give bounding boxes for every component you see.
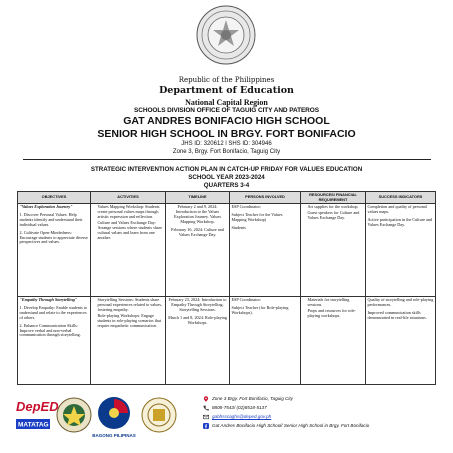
- school-name-line1: GAT ANDRES BONIFACIO HIGH SCHOOL: [123, 115, 330, 127]
- indicators-cell: [366, 204, 436, 297]
- division-seal-icon: [57, 398, 91, 432]
- footer-email[interactable]: [203, 413, 443, 421]
- matatag-logo-text: MATATAG: [18, 421, 49, 429]
- objective-item: 1. Discover Personal Values: Help students identify and understand their individual values.: [19, 211, 83, 227]
- objectives-cell: [18, 297, 91, 385]
- plan-title: STRATEGIC INTERVENTION ACTION PLAN IN CATCH-UP FRIDAY FOR VALUES EDUCATION: [90, 166, 363, 173]
- deped-seal-logo: [196, 5, 256, 65]
- timeline-item: February 16, 2024: Culture and Values Exchange Day.: [171, 226, 224, 237]
- objective-item: 2. Enhance Communication Skills: Improve verbal and non-verbal communication through storytelling.: [19, 322, 81, 338]
- deped-logo-text: DepED: [16, 399, 59, 414]
- person-item: ESP Coordinator:: [231, 204, 262, 209]
- activity-item: • Role-playing Workshops: Engage students in role-playing scenarios that require empathetic communication.: [98, 314, 164, 329]
- matatag-logo: [16, 419, 50, 429]
- col-success-indicators: SUCCESS INDICATORS: [366, 192, 436, 204]
- table-header-row: [18, 192, 436, 204]
- footer-address: Zone 3 Brgy. Fort Bonifacio, Taguig City: [203, 395, 443, 403]
- resources-cell: [301, 204, 366, 297]
- indicators-cell: [366, 297, 436, 385]
- objective-item: 1. Develop Empathy: Enable students to understand and relate to the experiences of others.: [19, 304, 87, 320]
- timeline-item: February 23, 2024: Introduction to Empathy Through Storytelling. Storytelling Sessions.: [168, 297, 227, 312]
- resource-item: • Guest speakers for Culture and Values Exchange Day.: [308, 211, 364, 221]
- indicator-item: Quality of storytelling and role-playing performances.: [367, 297, 434, 307]
- email-icon: [203, 414, 209, 420]
- location-pin-icon: [203, 396, 209, 402]
- footer-facebook: Gat Andres Bonifacio High School/ Senior High School in Brgy. Fort Bonifacio: [203, 422, 443, 430]
- resources-cell: [301, 297, 366, 385]
- objective-item: 2. Cultivate Open-Mindedness: Encourage students to appreciate diverse perspectives and values.: [19, 229, 88, 245]
- action-plan-table: [17, 191, 436, 385]
- deped-logo: [16, 399, 59, 414]
- table-row: [18, 204, 436, 297]
- timeline-cell: [166, 204, 230, 297]
- col-timeline: TIMELINE: [166, 192, 230, 204]
- objective-title: "Empathy Through Storytelling": [19, 297, 78, 302]
- school-seal-icon: [142, 398, 176, 432]
- header-divider: [23, 159, 431, 160]
- person-item: Subject Teacher for the Values Mapping Workshop): [231, 211, 283, 222]
- school-address: Zone 3, Brgy. Fort Bonifacio, Taguig City: [172, 149, 281, 155]
- objective-title: "Values Exploration Journey": [19, 204, 73, 209]
- phone-icon: [203, 405, 209, 411]
- persons-cell: [230, 204, 301, 297]
- region-line: National Capital Region: [185, 98, 268, 107]
- plan-school-year: SCHOOL YEAR 2023-2024: [188, 174, 265, 181]
- objectives-cell: [18, 204, 91, 297]
- plan-quarters: QUARTERS 3-4: [203, 182, 250, 189]
- activity-item: • Storytelling Sessions: Students share personal experiences related to values, fostering empathy.: [98, 298, 164, 313]
- timeline-cell: [166, 297, 230, 385]
- school-ids: JHS ID: 320612 l SHS ID: 304946: [181, 141, 272, 147]
- footer-phone: 8808-7543/ (02)8518-5137: [203, 404, 443, 412]
- activity-item: • Culture and Values Exchange Day: Arrange sessions where students share cultural values and learn from one another.: [98, 221, 164, 241]
- school-name-line2: SENIOR HIGH SCHOOL IN BRGY. FORT BONIFACIO: [97, 128, 356, 140]
- table-row: [18, 297, 436, 385]
- col-resources: RESOURCES/ FINANCIAL REQUIREMENT: [301, 192, 366, 204]
- col-objectives: OBJECTIVES: [18, 192, 91, 204]
- email-link[interactable]: gabhsscaghs@deped.gov.ph: [212, 414, 272, 419]
- republic-line: Republic of the Philippines: [178, 76, 275, 84]
- activities-cell: [91, 204, 166, 297]
- timeline-item: March 1 and 8, 2024: Role-playing Workshops.: [168, 314, 227, 325]
- indicator-item: Completion and quality of personal values maps.: [367, 204, 427, 214]
- col-persons-involved: PERSONS INVOLVED: [230, 192, 301, 204]
- facebook-icon: [203, 423, 209, 429]
- resource-item: • Materials for storytelling sessions.: [308, 298, 364, 308]
- resource-item: • Art supplies for the workshop.: [308, 205, 364, 210]
- timeline-item: February 2 and 9, 2024: Introduction to the Values Exploration Journey. Values Mapping Workshop.: [174, 204, 221, 224]
- person-item: ESP Coordinator:: [231, 297, 262, 302]
- resource-item: • Props and resources for role-playing workshops.: [308, 309, 364, 319]
- activities-cell: [91, 297, 166, 385]
- persons-cell: [230, 297, 301, 385]
- bagong-pilipinas-logo: [92, 397, 136, 438]
- activity-item: • Values Mapping Workshop: Students create personal values maps through artistic expression and reflection.: [98, 205, 164, 220]
- person-item: Subject Teacher (for Role-playing Workshops).: [231, 304, 289, 315]
- footer-logos: [14, 393, 194, 443]
- bagong-pilipinas-text: BAGONG PILIPINAS: [92, 433, 136, 438]
- division-line: SCHOOLS DIVISION OFFICE OF TAGUIG CITY AND PATEROS: [134, 107, 319, 114]
- indicator-item: Improved communication skills demonstrated in real-life situations.: [367, 309, 427, 320]
- indicator-item: Active participation in the Culture and Values Exchange Day.: [367, 216, 433, 227]
- col-activities: ACTIVITIES: [91, 192, 166, 204]
- department-line: Department of Education: [159, 85, 294, 96]
- person-item: Students: [231, 224, 246, 230]
